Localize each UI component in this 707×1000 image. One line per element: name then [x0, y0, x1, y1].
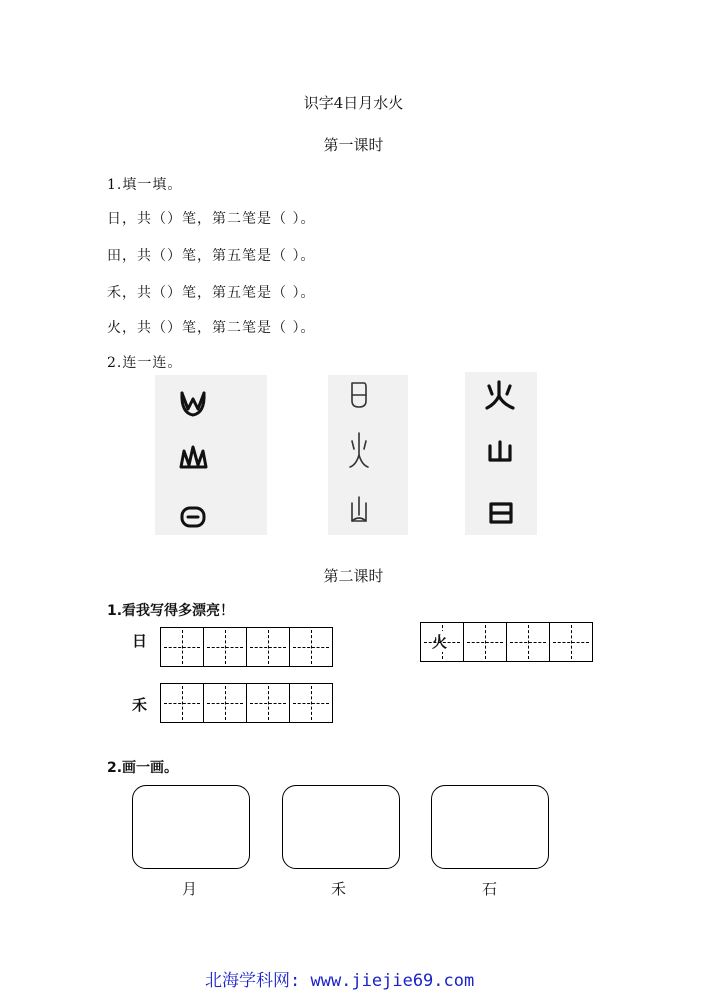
draw-caption-grain: 禾: [331, 880, 347, 898]
fill-line: 禾，共（）笔，第五笔是（ ）。: [107, 285, 316, 301]
grid-cell[interactable]: [550, 623, 593, 661]
writing-grid-fire[interactable]: [420, 622, 593, 662]
mountain-seal-icon: [352, 497, 366, 521]
sun-seal-icon: [352, 383, 366, 407]
draw-box-grain[interactable]: [282, 785, 400, 869]
draw-box-stone[interactable]: [431, 785, 549, 869]
sun-character-icon: [491, 504, 511, 522]
fill-line: 火，共（）笔，第二笔是（ ）。: [107, 320, 316, 336]
fill-line: 田，共（）笔，第五笔是（ ）。: [107, 248, 316, 264]
lesson-two-heading: 第二课时: [323, 567, 384, 585]
lesson-one-heading: 第一课时: [323, 136, 384, 154]
grid-cell[interactable]: [464, 623, 507, 661]
writing-grid-sun[interactable]: [160, 627, 333, 667]
question-fill-label: 1.填一填。: [107, 177, 183, 193]
grid-cell[interactable]: [161, 628, 204, 666]
grid-char-sun: 日: [132, 632, 148, 650]
grid-cell[interactable]: [204, 628, 247, 666]
grid-char-fire: 火: [432, 633, 448, 651]
fire-character-icon: [487, 382, 513, 408]
grid-cell[interactable]: [507, 623, 550, 661]
sun-pictograph-icon: [182, 508, 204, 526]
question-write-label: 1.看我写得多漂亮！: [107, 603, 235, 619]
grid-cell[interactable]: [161, 684, 204, 722]
document-title: 识字4日月水火: [303, 94, 404, 112]
draw-caption-stone: 石: [482, 880, 498, 898]
grid-cell[interactable]: [204, 684, 247, 722]
mountain-character-icon: [490, 442, 510, 460]
seal-script-column: [328, 375, 408, 535]
fire-pictograph-icon: [182, 393, 204, 415]
grid-cell[interactable]: [421, 623, 464, 661]
grid-cell[interactable]: [247, 684, 290, 722]
grid-cell[interactable]: [290, 684, 333, 722]
question-match-label: 2.连一连。: [107, 355, 183, 371]
modern-script-column: [465, 372, 537, 535]
footer-website[interactable]: 北海学科网: www.jiejie69.com: [205, 971, 475, 991]
fill-line: 日，共（）笔，第二笔是（ ）。: [107, 211, 316, 227]
draw-caption-moon: 月: [182, 880, 198, 898]
draw-box-moon[interactable]: [132, 785, 250, 869]
question-draw-label: 2.画一画。: [107, 760, 179, 776]
grid-char-grain: 禾: [132, 696, 148, 714]
fire-seal-icon: [350, 433, 368, 467]
writing-grid-grain[interactable]: [160, 683, 333, 723]
grid-cell[interactable]: [290, 628, 333, 666]
pictograph-column: [155, 375, 267, 535]
mountain-pictograph-icon: [181, 447, 206, 467]
grid-cell[interactable]: [247, 628, 290, 666]
